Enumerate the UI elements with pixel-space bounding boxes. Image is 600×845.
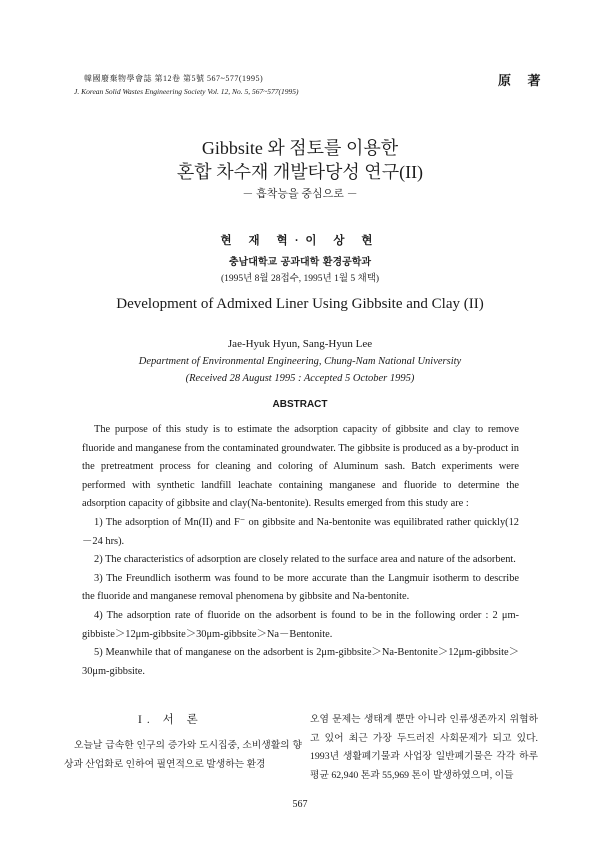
section-heading-introduction: I. 서 론 [138,714,203,726]
authors-ko: 현 재 혁·이 상 현 [220,235,380,247]
body-paragraph: 오늘날 급속한 인구의 증가와 도시집중, 소비생활의 향상과 산업화로 인하여 필연적으로 발생하는 환경 [64,740,302,770]
abstract-item: 5) Meanwhile that of manganese on the adsorbent is 2μm-gibbsite＞Na-Bentonite＞12μm-gibbsite＞30μm-gibbsite. [82,647,519,677]
title-ko-subtitle: － 흡착능을 중심으로 － [242,188,358,200]
abstract-body [82,421,519,681]
received-ko: (1995년 8월 28접수, 1995년 1월 5 채택) [220,274,380,284]
body-column-right [310,711,538,785]
abstract-item: 2) The characteristics of adsorption are closely related to the surface area and nature of the adsorbent. [94,554,516,566]
title-ko-line1: Gibbsite 와 점토를 이용한 [201,138,399,158]
affiliation-ko: 충남대학교 공과대학 환경공학과 [228,257,372,268]
abstract-item: 1) The adsorption of Mn(II) and F⁻ on gibbsite and Na-bentonite was equilibrated rather quickly(12－24 hrs). [82,516,519,547]
abstract-item: 3) The Freundlich isotherm was found to be more accurate than the Langmuir isotherm to describe the fluoride and manganese removal phenomena by gibbsite and Na-bentonite. [82,572,519,603]
received-en: (Received 28 August 1995 : Accepted 5 October 1995) [185,373,415,384]
title-en: Development of Admixed Liner Using Gibbsite and Clay (II) [116,296,484,312]
abstract-intro: The purpose of this study is to estimate the adsorption capacity of gibbsite and clay to remove fluoride and manganese from the contaminated groundwater. The gibbsite is produced as a by-product in the pretreatment process for cleaning and coloring of Aluminum sash. Batch experiments were performed with synthetic landfill leachate containing manganese and fluoride to determine the adsorption capacity of gibbsite and clay(Na-bentonite). Results emerged from this study are : [82,424,519,510]
article-type-badge: 原 著 [498,74,547,89]
affiliation-en: Department of Environmental Engineering, Chung-Nam National University [138,356,462,367]
page-number: 567 [292,799,308,810]
title-ko-line2: 혼합 차수재 개발타당성 연구(II) [176,162,424,182]
authors-en: Jae-Hyuk Hyun, Sang-Hyun Lee [227,338,373,350]
body-paragraph: 오염 문제는 생태계 뿐만 아니라 인류생존까지 위협하고 있어 최근 가장 두드러진 사회문제가 되고 있다. 1993년 생활폐기물과 사업장 일반폐기물은 각각 하루 평균 62,940 톤과 55,969 톤이 발생하였으며, 이들 [310,714,538,781]
abstract-item: 4) The adsorption rate of fluoride on the adsorbent is found to be in the following order : 2 μm-gibbiste＞12μm-gibbsite＞30μm-gibbsite＞Na－Bentonite. [82,609,519,640]
body-column-left [64,737,302,774]
journal-header-en: J. Korean Solid Wastes Engineering Society Vol. 12, No. 5, 567~577(1995) [74,87,299,96]
abstract-heading: ABSTRACT [272,399,328,410]
journal-header-ko: 韓國廢棄物學會誌 第12卷 第5號 567~577(1995) [84,74,264,83]
